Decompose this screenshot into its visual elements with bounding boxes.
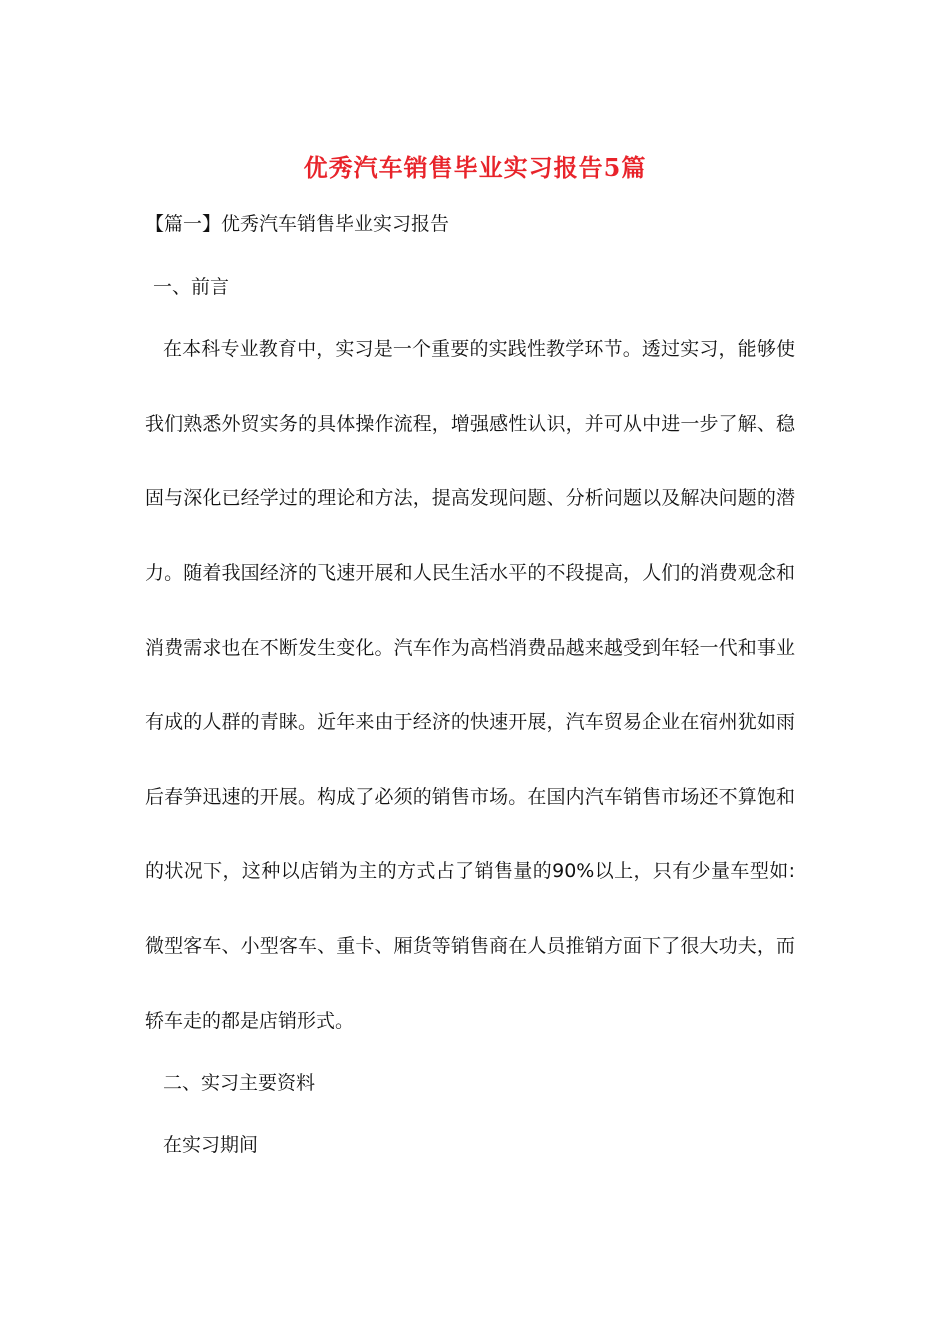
paragraph-line: 有成的人群的青睐。近年来由于经济的快速开展，汽车贸易企业在宿州犹如雨 bbox=[145, 711, 795, 733]
paragraph-line: 轿车走的都是店销形式。 bbox=[145, 1010, 355, 1032]
paragraph-line: 消费需求也在不断发生变化。汽车作为高档消费品越来越受到年轻一代和事业 bbox=[145, 637, 795, 659]
paragraph-line: 微型客车、小型客车、重卡、厢货等销售商在人员推销方面下了很大功夫，而 bbox=[145, 935, 795, 957]
paragraph-start: 在实习期间 bbox=[163, 1134, 259, 1156]
paragraph-line: 在本科专业教育中，实习是一个重要的实践性教学环节。透过实习，能够使 bbox=[163, 338, 795, 360]
paragraph-line: 后春笋迅速的开展。构成了必须的销售市场。在国内汽车销售市场还不算饱和 bbox=[145, 786, 795, 808]
paragraph-line: 我们熟悉外贸实务的具体操作流程，增强感性认识，并可从中进一步了解、稳 bbox=[145, 413, 795, 435]
document-title: 优秀汽车销售毕业实习报告5篇 bbox=[303, 153, 647, 182]
section-heading: 【篇一】优秀汽车销售毕业实习报告 bbox=[145, 213, 450, 235]
paragraph-line: 力。随着我国经济的飞速开展和人民生活水平的不段提高，人们的消费观念和 bbox=[145, 562, 795, 584]
heading-preface: 一、前言 bbox=[153, 276, 230, 298]
heading-main-content: 二、实习主要资料 bbox=[163, 1072, 316, 1094]
paragraph-line: 的状况下，这种以店销为主的方式占了销售量的90%以上，只有少量车型如: bbox=[145, 860, 795, 882]
paragraph-line: 固与深化已经学过的理论和方法，提高发现问题、分析问题以及解决问题的潜 bbox=[145, 487, 795, 509]
